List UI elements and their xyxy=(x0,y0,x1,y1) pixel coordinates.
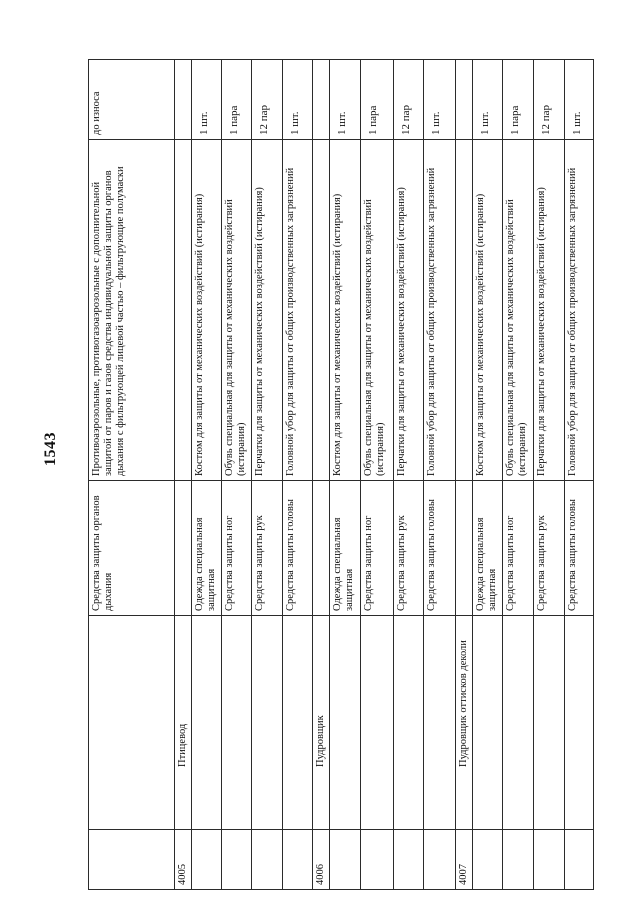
profession-cell xyxy=(473,616,503,830)
code-cell: 4007 xyxy=(456,830,473,890)
code-cell xyxy=(565,830,594,890)
item-cell: Обувь специальная для защиты от механических воздействий (истирания) xyxy=(503,140,534,481)
qty-cell: 1 шт. xyxy=(424,60,456,140)
type-cell: Средства защиты органов дыхания xyxy=(89,481,175,616)
group-header-row xyxy=(175,60,192,890)
type-cell: Средства защиты рук xyxy=(252,481,283,616)
type-cell: Средства защиты головы xyxy=(283,481,313,616)
table-row xyxy=(361,60,394,890)
qty-cell: 1 шт. xyxy=(565,60,594,140)
code-cell xyxy=(283,830,313,890)
type-cell xyxy=(456,481,473,616)
qty-cell: 12 пар xyxy=(252,60,283,140)
code-cell xyxy=(534,830,565,890)
qty-cell: 1 шт. xyxy=(192,60,222,140)
item-cell: Головной убор для защиты от общих производственных загрязнений xyxy=(424,140,456,481)
code-cell xyxy=(424,830,456,890)
qty-cell: до износа xyxy=(89,60,175,140)
item-cell: Головной убор для защиты от общих производственных загрязнений xyxy=(565,140,594,481)
table-row xyxy=(192,60,222,890)
profession-cell xyxy=(534,616,565,830)
code-cell xyxy=(192,830,222,890)
profession-cell xyxy=(283,616,313,830)
code-cell xyxy=(89,830,175,890)
profession-cell xyxy=(252,616,283,830)
item-cell: Обувь специальная для защиты от механических воздействий (истирания) xyxy=(361,140,394,481)
qty-cell: 1 шт. xyxy=(473,60,503,140)
type-cell: Средства защиты рук xyxy=(394,481,424,616)
type-cell xyxy=(175,481,192,616)
code-cell: 4006 xyxy=(313,830,330,890)
table-row xyxy=(283,60,313,890)
code-cell xyxy=(394,830,424,890)
type-cell: Средства защиты ног xyxy=(503,481,534,616)
item-cell xyxy=(313,140,330,481)
rotated-table-container xyxy=(88,60,583,890)
table-row xyxy=(473,60,503,890)
profession-cell: Пудровщик xyxy=(313,616,330,830)
code-cell xyxy=(473,830,503,890)
type-cell xyxy=(313,481,330,616)
table-row xyxy=(424,60,456,890)
profession-cell xyxy=(503,616,534,830)
group-header-row xyxy=(456,60,473,890)
qty-cell xyxy=(313,60,330,140)
qty-cell xyxy=(456,60,473,140)
table-row xyxy=(503,60,534,890)
type-cell: Средства защиты головы xyxy=(424,481,456,616)
profession-cell xyxy=(424,616,456,830)
type-cell: Средства защиты ног xyxy=(222,481,252,616)
qty-cell: 1 шт. xyxy=(330,60,361,140)
table-row xyxy=(565,60,594,890)
item-cell: Обувь специальная для защиты от механических воздействий (истирания) xyxy=(222,140,252,481)
item-cell xyxy=(456,140,473,481)
item-cell: Костюм для защиты от механических воздействий (истирания) xyxy=(330,140,361,481)
table-row xyxy=(534,60,565,890)
type-cell: Средства защиты рук xyxy=(534,481,565,616)
page-number: 1543 xyxy=(42,432,59,466)
rotated-table xyxy=(88,60,583,890)
type-cell: Одежда специальная защитная xyxy=(192,481,222,616)
ppe-table xyxy=(88,59,594,890)
table-row xyxy=(330,60,361,890)
qty-cell: 1 шт. xyxy=(283,60,313,140)
type-cell: Одежда специальная защитная xyxy=(330,481,361,616)
profession-cell xyxy=(192,616,222,830)
item-cell: Противоаэрозольные, противогазоаэрозольные с дополнительной защитой от паров и газов средства индивидуальной защиты органов дыхания с фильтрующей лицевой частью – фильтрующие полумаски xyxy=(89,140,175,481)
code-cell xyxy=(222,830,252,890)
profession-cell: Птицевод xyxy=(175,616,192,830)
profession-cell: Пудровщик оттисков деколи xyxy=(456,616,473,830)
qty-cell: 1 пара xyxy=(503,60,534,140)
intro-row xyxy=(89,60,175,890)
profession-cell xyxy=(565,616,594,830)
qty-cell xyxy=(175,60,192,140)
qty-cell: 1 пара xyxy=(361,60,394,140)
qty-cell: 12 пар xyxy=(394,60,424,140)
profession-cell xyxy=(330,616,361,830)
table-row xyxy=(394,60,424,890)
type-cell: Одежда специальная защитная xyxy=(473,481,503,616)
qty-cell: 1 пара xyxy=(222,60,252,140)
item-cell: Костюм для защиты от механических воздействий (истирания) xyxy=(192,140,222,481)
qty-cell: 12 пар xyxy=(534,60,565,140)
item-cell: Перчатки для защиты от механических воздействий (истирания) xyxy=(534,140,565,481)
profession-cell xyxy=(361,616,394,830)
code-cell xyxy=(252,830,283,890)
table-row xyxy=(222,60,252,890)
item-cell: Перчатки для защиты от механических воздействий (истирания) xyxy=(252,140,283,481)
item-cell xyxy=(175,140,192,481)
code-cell xyxy=(330,830,361,890)
type-cell: Средства защиты ног xyxy=(361,481,394,616)
type-cell: Средства защиты головы xyxy=(565,481,594,616)
profession-cell xyxy=(222,616,252,830)
item-cell: Костюм для защиты от механических воздействий (истирания) xyxy=(473,140,503,481)
code-cell xyxy=(503,830,534,890)
code-cell: 4005 xyxy=(175,830,192,890)
item-cell: Головной убор для защиты от общих производственных загрязнений xyxy=(283,140,313,481)
code-cell xyxy=(361,830,394,890)
profession-cell xyxy=(89,616,175,830)
item-cell: Перчатки для защиты от механических воздействий (истирания) xyxy=(394,140,424,481)
group-header-row xyxy=(313,60,330,890)
profession-cell xyxy=(394,616,424,830)
table-row xyxy=(252,60,283,890)
